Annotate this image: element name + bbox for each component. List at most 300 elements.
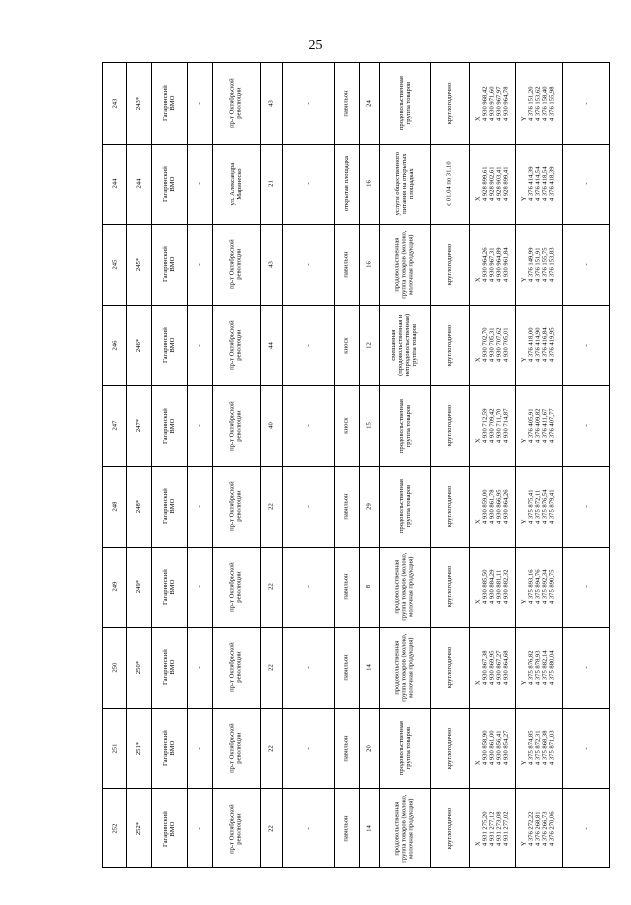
empty-field-text: - [582, 666, 590, 669]
x-coordinates-line: 4 930 709,42 [488, 408, 496, 443]
street-address-text [229, 804, 243, 854]
object-type-text: павильон [342, 573, 350, 600]
district-line: ВМО [169, 418, 176, 434]
district-line: Гагаринский [161, 246, 169, 283]
cell-y-coordinates [515, 547, 562, 628]
street-address-line: пр-т Октябрьской [228, 803, 236, 854]
specialization-line: группа товаров [411, 323, 419, 367]
y-coordinates-line: 4 376 266,73 [542, 811, 550, 846]
y-coordinates-line: 4 376 155,98 [549, 85, 557, 121]
cell-operating-period [430, 708, 469, 789]
empty-field-text: - [304, 505, 312, 508]
cell-x-coordinates [469, 385, 515, 466]
y-coordinates-line: 4 376 151,20 [527, 85, 535, 121]
specialization-line: непродовольственная) [404, 313, 412, 377]
specialization-line: площадках [408, 168, 416, 200]
cell-empty-field [187, 305, 212, 386]
empty-field-text: - [304, 746, 312, 750]
district-line: ВМО [169, 176, 176, 192]
x-coordinates-line: 4 930 864,68 [502, 650, 510, 685]
house-number-text: 21 [267, 180, 275, 188]
cell-empty-field [562, 627, 611, 708]
district-text [162, 166, 176, 202]
x-coordinates-text [474, 328, 510, 363]
object-type-text: павильон [342, 654, 350, 681]
district-text [162, 85, 176, 121]
y-coordinates-line: 4 376 418,39 [549, 166, 557, 202]
object-type-text: павильон [342, 493, 350, 520]
cell-house-number [260, 788, 282, 869]
x-coordinates-line: 4 931 275,20 [481, 811, 489, 846]
x-coordinates-line: 4 930 968,42 [481, 85, 489, 121]
y-coordinates-text [521, 489, 557, 524]
x-coordinates-line: 4 930 971,60 [488, 85, 496, 121]
x-coordinates-text [474, 167, 510, 202]
row-number-text: 245 [110, 259, 118, 270]
cell-empty-field [562, 708, 611, 789]
object-code-text: 244 [134, 178, 142, 189]
district-line: ВМО [169, 579, 176, 595]
specialization-line: молочная продукция) [408, 798, 416, 859]
district-line: ВМО [169, 659, 176, 675]
cell-empty-field [282, 547, 334, 628]
cell-operating-period [430, 385, 469, 466]
area-value-text: 29 [365, 502, 373, 510]
row-number-text: 247 [110, 420, 118, 431]
street-address-line: пр-т Октябрьской [228, 642, 236, 693]
x-coordinates-line: 4 930 967,97 [495, 85, 503, 121]
empty-field-text: - [304, 182, 312, 185]
y-coordinates-line: Y [520, 438, 528, 443]
district-line: Гагаринский [161, 730, 169, 766]
area-value-text: 16 [365, 180, 373, 188]
x-coordinates-line: 4 930 967,31 [488, 247, 496, 282]
cell-area-value [359, 144, 379, 225]
street-address-line: ул. Александра [228, 162, 236, 206]
specialization-line: продовольственная [397, 479, 405, 534]
cell-x-coordinates [469, 305, 515, 386]
cell-specialization [379, 788, 430, 869]
y-coordinates-text [521, 86, 557, 121]
object-type-text: павильон [342, 815, 350, 842]
street-address-text [229, 401, 243, 451]
specialization-text [397, 479, 411, 533]
operating-period-text: круглогодично [445, 646, 453, 689]
cell-empty-field [282, 224, 334, 305]
y-coordinates-line: Y [520, 518, 528, 524]
house-number-text: 22 [267, 583, 275, 591]
y-coordinates-line: 4 376 268,81 [534, 811, 542, 846]
cell-house-number [260, 466, 282, 547]
empty-field-text: - [582, 343, 590, 347]
specialization-line: продовольственная [397, 721, 405, 776]
cell-empty-field [562, 547, 611, 628]
row-number-text: 252 [110, 823, 118, 834]
cell-house-number [260, 63, 282, 144]
empty-field-text: - [582, 424, 590, 427]
data-table [102, 62, 610, 868]
street-address-line: пр-т Октябрьской [228, 78, 236, 129]
specialization-line: молочная продукция) [408, 637, 416, 698]
x-coordinates-line: X [474, 277, 482, 282]
cell-area-value [359, 627, 379, 708]
cell-x-coordinates [469, 547, 515, 628]
operating-period-text: круглогодично [445, 566, 453, 608]
y-coordinates-line: 4 375 890,75 [549, 569, 557, 605]
cell-district [151, 224, 187, 305]
x-coordinates-line: 4 931 277,02 [502, 811, 510, 846]
cell-x-coordinates [469, 63, 515, 144]
district-text [162, 488, 176, 524]
cell-empty-field [562, 224, 611, 305]
y-coordinates-line: 4 376 416,84 [542, 327, 550, 363]
x-coordinates-line: 4 930 867,38 [481, 650, 489, 685]
cell-district [151, 547, 187, 628]
street-address-text [229, 482, 243, 532]
x-coordinates-line: X [474, 841, 482, 846]
y-coordinates-line: 4 376 158,40 [542, 85, 550, 121]
specialization-line: группа товаров (молоко, [400, 230, 408, 299]
district-text [162, 327, 176, 363]
y-coordinates-line: 4 375 894,76 [534, 569, 542, 605]
page-number: 25 [308, 38, 323, 53]
x-coordinates-line: X [474, 760, 482, 766]
y-coordinates-line: 4 376 418,54 [542, 166, 550, 202]
y-coordinates-line: Y [520, 277, 528, 282]
district-line: ВМО [169, 740, 176, 756]
y-coordinates-line: 4 376 418,00 [527, 327, 535, 363]
cell-district [151, 63, 187, 144]
y-coordinates-line: 4 376 414,39 [527, 166, 535, 202]
specialization-line: группа товаров (молоко, [400, 552, 408, 621]
cell-y-coordinates [515, 224, 562, 305]
house-number-text: 22 [267, 744, 275, 752]
x-coordinates-text [474, 489, 510, 524]
y-coordinates-line: 4 376 419,95 [549, 327, 557, 363]
cell-empty-field [562, 305, 611, 386]
cell-empty-field [187, 385, 212, 466]
cell-empty-field [282, 63, 334, 144]
cell-row-number [103, 466, 126, 547]
cell-row-number [103, 144, 126, 225]
street-address-text [229, 320, 243, 370]
cell-house-number [260, 547, 282, 628]
cell-operating-period [430, 547, 469, 628]
district-text [162, 569, 176, 605]
street-address-line: революции [236, 87, 244, 119]
cell-house-number [260, 627, 282, 708]
street-address-text [229, 79, 243, 129]
y-coordinates-text [521, 811, 557, 846]
x-coordinates-text [474, 570, 510, 605]
row-number-text: 244 [110, 178, 118, 189]
cell-area-value [359, 708, 379, 789]
area-value-text: 12 [365, 341, 373, 349]
empty-field-text: - [582, 585, 590, 588]
object-code-text: 247* [134, 419, 142, 433]
cell-specialization [379, 144, 430, 225]
specialization-text [394, 230, 415, 298]
cell-y-coordinates [515, 627, 562, 708]
cell-empty-field [187, 708, 212, 789]
empty-field-text: - [195, 102, 203, 105]
cell-empty-field [282, 144, 334, 225]
specialization-line: группа товаров [404, 726, 412, 770]
operating-period-text: круглогодично [445, 82, 453, 124]
operating-period-text: круглогодично [445, 727, 453, 769]
specialization-line: продовольственная [393, 237, 401, 292]
cell-object-type [334, 305, 359, 386]
cell-street-address [212, 305, 260, 386]
cell-row-number [103, 63, 126, 144]
empty-field-text: - [195, 746, 203, 750]
district-line: ВМО [169, 821, 176, 837]
y-coordinates-text [521, 570, 557, 605]
empty-field-text: - [195, 182, 203, 185]
specialization-text [397, 721, 411, 775]
row-number-text: 250 [110, 662, 118, 673]
specialization-line: группа товаров [404, 485, 412, 528]
cell-house-number [260, 144, 282, 225]
area-value-text: 14 [365, 664, 373, 671]
y-coordinates-line: 4 376 155,75 [542, 247, 550, 282]
street-address-text [229, 643, 243, 693]
x-coordinates-line: 4 930 712,59 [481, 408, 489, 443]
empty-field-text: - [582, 505, 590, 508]
street-address-text [229, 562, 243, 612]
table-row [103, 708, 611, 789]
cell-area-value [359, 305, 379, 386]
cell-x-coordinates [469, 708, 515, 789]
y-coordinates-line: 4 375 879,41 [549, 488, 557, 524]
specialization-line: питания на открытых [400, 153, 408, 215]
specialization-line: смешанная [390, 329, 398, 361]
object-type-text: киоск [342, 417, 350, 434]
x-coordinates-line: 4 928 902,61 [488, 166, 496, 202]
cell-street-address [212, 547, 260, 628]
area-value-text: 15 [365, 422, 373, 429]
object-code-text: 249* [134, 580, 142, 594]
street-address-text [229, 240, 243, 290]
empty-field-text: - [195, 505, 203, 508]
empty-field-text: - [304, 102, 312, 105]
operating-period-text: круглогодично [445, 808, 453, 850]
cell-empty-field [282, 788, 334, 869]
cell-street-address [212, 385, 260, 466]
y-coordinates-text [521, 650, 557, 685]
street-address-line: пр-т Октябрьской [228, 481, 236, 532]
specialization-text [394, 553, 415, 621]
cell-empty-field [187, 788, 212, 869]
x-coordinates-line: 4 930 711,70 [495, 408, 503, 443]
cell-operating-period [430, 305, 469, 386]
street-address-text [229, 163, 243, 206]
x-coordinates-line: X [474, 196, 482, 202]
cell-object-type [334, 466, 359, 547]
x-coordinates-text [474, 247, 510, 282]
empty-field-text: - [582, 182, 590, 185]
specialization-line: услуги общественного [393, 152, 401, 216]
y-coordinates-line: Y [520, 680, 528, 685]
district-line: Гагаринский [161, 488, 169, 525]
x-coordinates-line: 4 930 707,62 [495, 327, 503, 363]
y-coordinates-text [521, 167, 557, 202]
cell-street-address [212, 466, 260, 547]
cell-object-code [126, 708, 151, 789]
cell-y-coordinates [515, 708, 562, 789]
table-row [103, 466, 611, 547]
specialization-text [394, 633, 415, 701]
street-address-line: пр-т Октябрьской [228, 400, 236, 451]
object-type-text: павильон [342, 734, 350, 762]
cell-empty-field [187, 224, 212, 305]
street-address-line: революции [236, 651, 244, 684]
table-row [103, 385, 611, 466]
specialization-line: продовольственная [393, 801, 401, 856]
y-coordinates-text [521, 408, 557, 443]
specialization-line: группа товаров (молоко, [400, 633, 408, 702]
cell-specialization [379, 466, 430, 547]
cell-district [151, 385, 187, 466]
object-code-text: 252* [134, 822, 142, 836]
cell-area-value [359, 63, 379, 144]
y-coordinates-line: 4 375 874,85 [527, 730, 535, 766]
x-coordinates-line: 4 928 899,41 [502, 166, 510, 202]
cell-empty-field [187, 547, 212, 628]
x-coordinates-line: 4 931 277,12 [488, 811, 496, 846]
cell-empty-field [187, 466, 212, 547]
cell-specialization [379, 627, 430, 708]
specialization-line: группа товаров [404, 82, 412, 125]
cell-district [151, 708, 187, 789]
y-coordinates-line: 4 376 414,90 [534, 327, 542, 363]
cell-operating-period [430, 63, 469, 144]
cell-specialization [379, 224, 430, 305]
cell-house-number [260, 708, 282, 789]
y-coordinates-line: 4 376 153,62 [534, 85, 542, 121]
house-number-text: 22 [267, 664, 275, 671]
specialization-text [394, 795, 415, 863]
specialization-text [397, 76, 411, 130]
empty-field-text: - [582, 102, 590, 105]
y-coordinates-line: Y [520, 841, 528, 846]
street-address-line: революции [236, 490, 244, 522]
x-coordinates-line: 4 930 861,78 [488, 488, 496, 524]
cell-row-number [103, 385, 126, 466]
object-code-text: 246* [134, 338, 142, 352]
operating-period-text: с 01.04 по 31.10 [445, 161, 453, 207]
empty-field-text: - [304, 424, 312, 427]
street-address-line: пр-т Октябрьской [228, 723, 236, 773]
x-coordinates-line: 4 930 867,27 [495, 650, 503, 685]
x-coordinates-line: 4 930 705,31 [488, 327, 496, 363]
y-coordinates-line: 4 376 414,54 [534, 166, 542, 202]
y-coordinates-line: Y [520, 599, 528, 605]
cell-house-number [260, 385, 282, 466]
street-address-line: революции [236, 410, 244, 442]
cell-street-address [212, 144, 260, 225]
x-coordinates-text [474, 731, 510, 766]
x-coordinates-text [474, 86, 510, 121]
specialization-text [394, 152, 415, 216]
table-row [103, 144, 611, 225]
y-coordinates-line: 4 375 868,38 [542, 730, 550, 766]
empty-field-text: - [582, 263, 590, 266]
cell-object-code [126, 224, 151, 305]
house-number-text: 43 [267, 261, 275, 268]
y-coordinates-line: 4 375 882,14 [542, 650, 550, 685]
operating-period-text: круглогодично [445, 324, 453, 366]
x-coordinates-line: 4 930 885,50 [481, 569, 489, 605]
x-coordinates-text [474, 650, 510, 685]
cell-row-number [103, 305, 126, 386]
y-coordinates-line: Y [520, 196, 528, 202]
cell-object-type [334, 708, 359, 789]
cell-row-number [103, 708, 126, 789]
empty-field-text: - [195, 585, 203, 588]
y-coordinates-line: 4 375 892,34 [542, 569, 550, 605]
cell-operating-period [430, 788, 469, 869]
x-coordinates-line: 4 930 881,11 [495, 569, 503, 605]
y-coordinates-line: 4 375 876,82 [527, 650, 535, 685]
empty-field-text: - [195, 263, 203, 266]
cell-area-value [359, 385, 379, 466]
cell-x-coordinates [469, 788, 515, 869]
house-number-text: 43 [267, 99, 275, 107]
cell-y-coordinates [515, 305, 562, 386]
cell-district [151, 627, 187, 708]
cell-specialization [379, 305, 430, 386]
empty-field-text: - [304, 343, 312, 347]
x-coordinates-line: X [474, 357, 482, 363]
cell-operating-period [430, 224, 469, 305]
cell-empty-field [187, 144, 212, 225]
y-coordinates-line: 4 376 270,06 [549, 811, 557, 846]
x-coordinates-line: 4 930 869,95 [488, 650, 496, 685]
street-address-text [229, 723, 243, 773]
cell-house-number [260, 305, 282, 386]
cell-object-code [126, 788, 151, 869]
cell-x-coordinates [469, 144, 515, 225]
x-coordinates-line: X [474, 518, 482, 524]
house-number-text: 22 [267, 502, 275, 510]
street-address-line: революции [236, 732, 244, 764]
x-coordinates-line: 4 930 854,27 [502, 730, 510, 766]
cell-object-type [334, 385, 359, 466]
empty-field-text: - [195, 666, 203, 669]
x-coordinates-line: 4 930 864,26 [502, 488, 510, 524]
cell-empty-field [562, 385, 611, 466]
cell-specialization [379, 385, 430, 466]
object-type-text: киоск [342, 336, 350, 354]
y-coordinates-line: 4 376 411,67 [542, 408, 550, 443]
table-row [103, 305, 611, 386]
cell-empty-field [562, 788, 611, 869]
cell-operating-period [430, 466, 469, 547]
x-coordinates-line: X [474, 438, 482, 443]
y-coordinates-text [521, 247, 557, 282]
cell-row-number [103, 627, 126, 708]
empty-field-text: - [195, 343, 203, 347]
specialization-line: молочная продукция) [408, 556, 416, 618]
cell-object-code [126, 385, 151, 466]
cell-row-number [103, 788, 126, 869]
cell-district [151, 466, 187, 547]
cell-empty-field [187, 63, 212, 144]
cell-object-type [334, 627, 359, 708]
object-code-text: 243* [134, 96, 142, 110]
y-coordinates-line: 4 375 878,93 [534, 650, 542, 685]
